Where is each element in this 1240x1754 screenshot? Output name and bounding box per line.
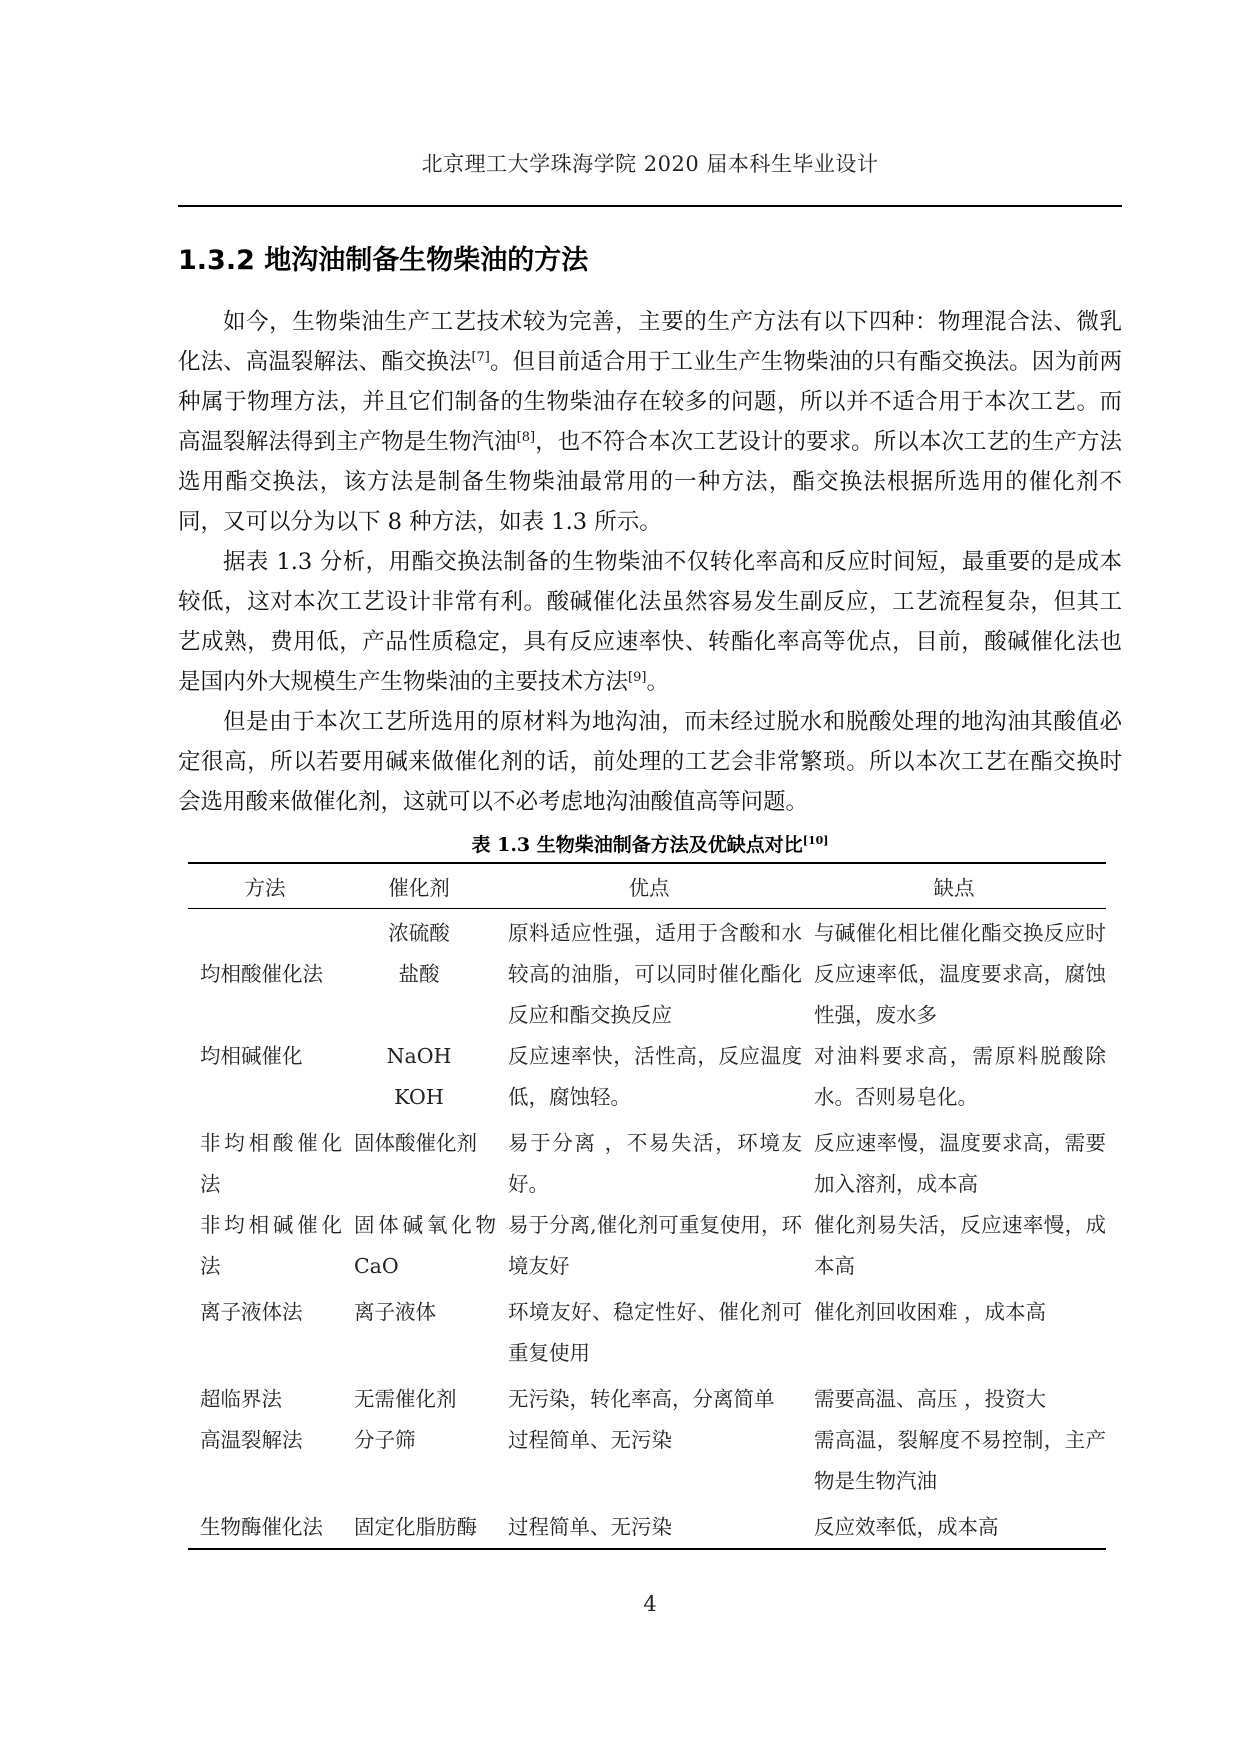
table-row <box>188 1287 1106 1374</box>
catalyst-line: 盐酸 <box>398 962 440 986</box>
catalyst-line: KOH <box>394 1085 444 1109</box>
cell-method: 均相碱催化 <box>200 1044 303 1068</box>
table-row <box>188 1118 1106 1205</box>
paragraph-2-text-a: 据表 1.3 分析，用酯交换法制备的生物柴油不仅转化率高和反应时间短，最重要的是成本较低，这对本次工艺设计非常有利。酸碱催化法虽然容易发生副反应，工艺流程复杂，但其工艺成熟，费用低，产品性质稳定，具有反应速率快、转酯化率高等优点，目前，酸碱催化法也是国内外大规模生产生物柴油的主要技术方法 <box>178 549 1122 695</box>
cell-catalyst: 离子液体 <box>354 1300 436 1324</box>
comparison-table <box>188 862 1106 1550</box>
cell-pros: 易于分离 ，不易失活，环境友好。 <box>508 1131 802 1196</box>
cell-method: 非均相酸催化法 <box>200 1131 342 1196</box>
citation-8: [8] <box>516 430 536 445</box>
paragraph-3 <box>178 702 1122 822</box>
cell-method: 均相酸催化法 <box>200 962 323 986</box>
paragraph-2 <box>178 542 1122 702</box>
page-number: 4 <box>643 1592 657 1616</box>
cell-catalyst <box>342 1036 496 1118</box>
table-row <box>188 1374 1106 1420</box>
cell-pros: 原料适应性强，适用于含酸和水较高的油脂，可以同时催化酯化反应和酯交换反应 <box>508 921 802 1027</box>
catalyst-line: 浓硫酸 <box>388 921 450 945</box>
paragraph-3-text: 但是由于本次工艺所选用的原材料为地沟油，而未经过脱水和脱酸处理的地沟油其酸值必定很高，所以若要用碱来做催化剂的话，前处理的工艺会非常繁琐。所以本次工艺在酯交换时会选用酸来做催化剂，这就可以不必考虑地沟油酸值高等问题。 <box>178 709 1122 815</box>
table-row <box>188 1036 1106 1118</box>
paragraph-1-text-c: ，也不符合本次工艺设计的要求。所以本次工艺的生产方法选用酯交换法，该方法是制备生物柴油最常用的一种方法，酯交换法根据所选用的催化剂不同，又可以分为以下 8 种方法，如表 1.3 所示。 <box>178 429 1122 535</box>
cell-pros: 环境友好、稳定性好、催化剂可重复使用 <box>508 1300 802 1365</box>
cell-pros: 易于分离,催化剂可重复使用，环境友好 <box>508 1213 802 1278</box>
cell-cons: 对油料要求高，需原料脱酸除水。否则易皂化。 <box>814 1044 1106 1109</box>
header-catalyst: 催化剂 <box>388 876 450 900</box>
table-row <box>188 1420 1106 1502</box>
cell-catalyst: 无需催化剂 <box>354 1387 457 1411</box>
comparison-table-container <box>188 862 1106 1550</box>
cell-catalyst <box>342 909 496 1037</box>
paragraph-1-text-a: 如今，生物柴油生产工艺技术较为完善，主要的生产方法有以下四种：物理混合法、微乳化法、高温裂解法、酯交换法 <box>178 309 1122 375</box>
paragraph-1-text-b: 。但目前适合用于工业生产生物柴油的只有酯交换法。因为前两种属于物理方法，并且它们制备的生物柴油存在较多的问题，所以并不适合用于本次工艺。而高温裂解法得到主产物是生物汽油 <box>178 349 1122 455</box>
cell-method: 生物酶催化法 <box>200 1515 323 1539</box>
body-text <box>178 302 1122 822</box>
cell-catalyst: 固定化脂肪酶 <box>354 1515 477 1539</box>
cell-catalyst: 固体碱氧化物 CaO <box>354 1213 496 1278</box>
cell-pros: 过程简单、无污染 <box>508 1428 672 1452</box>
cell-cons: 催化剂回收困难 ，成本高 <box>814 1300 1047 1324</box>
table-header-row <box>188 863 1106 909</box>
cell-method: 超临界法 <box>200 1387 282 1411</box>
cell-cons: 反应效率低，成本高 <box>814 1515 999 1539</box>
cell-pros: 反应速率快，活性高，反应温度低，腐蚀轻。 <box>508 1044 802 1109</box>
cell-method: 非均相碱催化法 <box>200 1213 342 1278</box>
cell-cons: 反应速率慢，温度要求高，需要加入溶剂，成本高 <box>814 1131 1106 1196</box>
cell-pros: 过程简单、无污染 <box>508 1515 672 1539</box>
citation-9: [9] <box>628 670 647 685</box>
section-heading: 1.3.2 地沟油制备生物柴油的方法 <box>178 245 589 276</box>
header-cons: 缺点 <box>933 876 975 900</box>
cell-catalyst: 固体酸催化剂 <box>354 1131 477 1155</box>
cell-cons: 与碱催化相比催化酯交换反应时反应速率低，温度要求高，腐蚀性强，废水多 <box>814 921 1106 1027</box>
cell-cons: 催化剂易失活，反应速率慢，成本高 <box>814 1213 1106 1278</box>
cell-cons: 需高温，裂解度不易控制，主产物是生物汽油 <box>814 1428 1106 1493</box>
catalyst-line: NaOH <box>386 1044 452 1068</box>
table-row <box>188 1502 1106 1549</box>
paragraph-1 <box>178 302 1122 542</box>
cell-method: 离子液体法 <box>200 1300 303 1324</box>
table-row <box>188 909 1106 1037</box>
cell-pros: 无污染，转化率高，分离简单 <box>508 1387 775 1411</box>
citation-7: [7] <box>471 350 490 365</box>
cell-cons: 需要高温、高压 ，投资大 <box>814 1387 1047 1411</box>
table-caption <box>178 830 1122 857</box>
header-method: 方法 <box>244 876 286 900</box>
paragraph-2-text-b: 。 <box>646 669 669 695</box>
table-caption-text: 表 1.3 生物柴油制备方法及优缺点对比 <box>471 834 803 856</box>
header-rule <box>178 205 1122 207</box>
header-pros: 优点 <box>628 876 670 900</box>
cell-catalyst: 分子筛 <box>354 1428 416 1452</box>
page-header: 北京理工大学珠海学院 2020 届本科生毕业设计 <box>421 152 879 176</box>
table-row <box>188 1205 1106 1287</box>
citation-10: [10] <box>802 834 829 847</box>
cell-method: 高温裂解法 <box>200 1428 303 1452</box>
